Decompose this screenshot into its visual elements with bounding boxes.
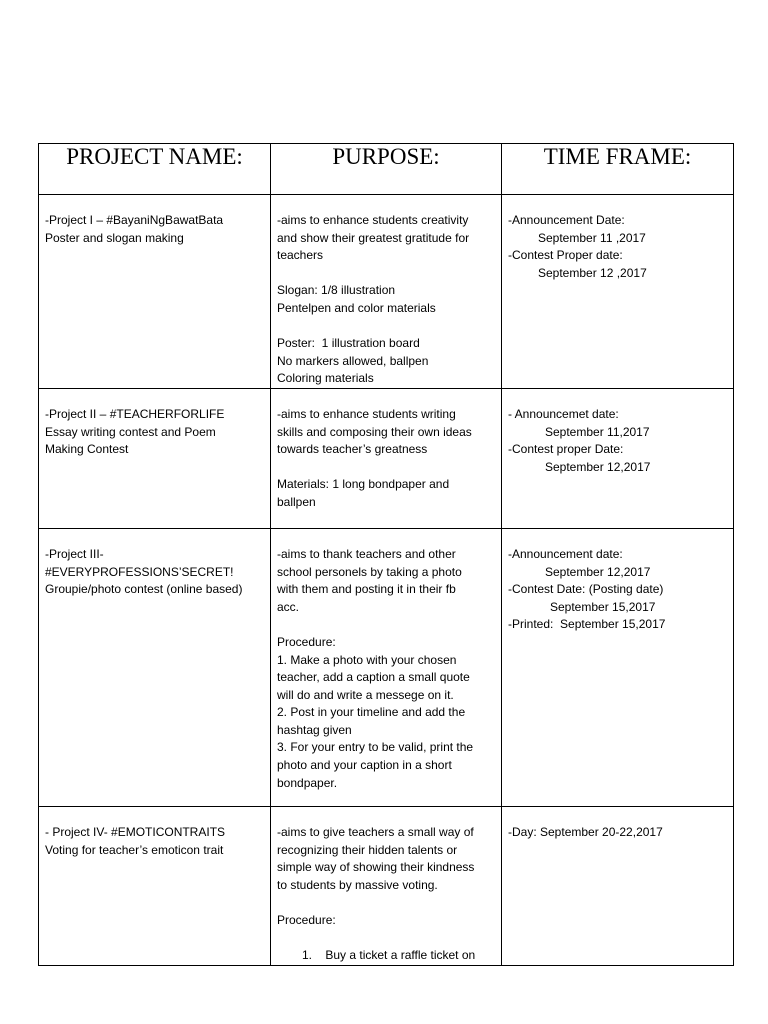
- header-purpose: PURPOSE:: [271, 144, 502, 195]
- table-row: [39, 528, 734, 806]
- purpose-line: teacher, add a caption a small quote: [277, 670, 470, 685]
- project-line: Poster and slogan making: [45, 230, 184, 245]
- time-line: - Announcemet date:: [508, 406, 619, 421]
- purpose-cell: [271, 806, 502, 965]
- purpose-line: acc.: [277, 599, 300, 614]
- purpose-line: Coloring materials: [277, 371, 374, 386]
- procedure-label: Procedure:: [277, 634, 336, 649]
- purpose-line: school personels by taking a photo: [277, 564, 462, 579]
- time-line: September 11,2017: [545, 424, 650, 439]
- time-line: September 12,2017: [545, 564, 651, 579]
- time-line: September 11 ,2017: [538, 230, 646, 245]
- time-cell: [502, 806, 734, 965]
- purpose-line: and show their greatest gratitude for: [277, 230, 470, 245]
- purpose-line: -aims to give teachers a small way of: [277, 824, 474, 839]
- purpose-line: hashtag given: [277, 722, 352, 737]
- purpose-line: photo and your caption in a short: [277, 758, 452, 773]
- project-cell: [39, 195, 271, 389]
- purpose-line: to students by massive voting.: [277, 877, 438, 892]
- purpose-line: 3. For your entry to be valid, print the: [277, 740, 474, 755]
- purpose-line: -aims to thank teachers and other: [277, 546, 456, 561]
- time-cell: [502, 528, 734, 806]
- purpose-line: ballpen: [277, 494, 316, 509]
- time-line: -Contest Date: (Posting date): [508, 582, 664, 597]
- project-cell: [39, 806, 271, 965]
- project-line: -Project III-: [45, 546, 104, 561]
- table-row: [39, 806, 734, 965]
- purpose-line: bondpaper.: [277, 775, 338, 790]
- project-line: - Project IV- #EMOTICONTRAITS: [45, 824, 226, 839]
- time-line: -Day: September 20-22,2017: [508, 824, 663, 839]
- purpose-line: Materials: 1 long bondpaper and: [277, 477, 450, 492]
- time-line: September 15,2017: [550, 599, 656, 614]
- project-line: -Project I – #BayaniNgBawatBata: [45, 213, 224, 227]
- time-line: September 12 ,2017: [538, 265, 647, 280]
- purpose-line: 1. Make a photo with your chosen: [277, 652, 457, 667]
- project-cell: [39, 528, 271, 806]
- purpose-line: Slogan: 1/8 illustration: [277, 283, 396, 298]
- project-line: -Project II – #TEACHERFORLIFE: [45, 406, 225, 421]
- project-line: #EVERYPROFESSIONS’SECRET!: [45, 564, 234, 579]
- purpose-line: simple way of showing their kindness: [277, 860, 475, 875]
- purpose-line: -aims to enhance students writing: [277, 406, 456, 421]
- purpose-line: teachers: [277, 248, 324, 263]
- time-line: -Printed: September 15,2017: [508, 617, 666, 632]
- time-line: September 12,2017: [545, 459, 651, 474]
- purpose-line: -aims to enhance students creativity: [277, 213, 469, 227]
- table-row: [39, 388, 734, 528]
- table-row: [39, 195, 734, 389]
- header-row: [39, 144, 734, 195]
- purpose-line: No markers allowed, ballpen: [277, 353, 429, 368]
- time-line: -Announcement date:: [508, 546, 623, 561]
- purpose-line: 2. Post in your timeline and add the: [277, 705, 466, 720]
- project-line: Groupie/photo contest (online based): [45, 582, 243, 597]
- header-time-frame: TIME FRAME:: [502, 144, 734, 195]
- purpose-line: with them and posting it in their fb: [277, 582, 456, 597]
- purpose-line: Poster: 1 illustration board: [277, 336, 420, 351]
- purpose-cell: [271, 528, 502, 806]
- header-project-name: PROJECT NAME:: [39, 144, 271, 195]
- time-line: -Contest proper Date:: [508, 442, 624, 457]
- time-cell: [502, 195, 734, 389]
- purpose-line: will do and write a messege on it.: [277, 687, 454, 702]
- project-table: [38, 143, 734, 966]
- purpose-cell: [271, 388, 502, 528]
- purpose-line: towards teacher’s greatness: [277, 442, 428, 457]
- purpose-cell: [271, 195, 502, 389]
- purpose-line: skills and composing their own ideas: [277, 424, 472, 439]
- procedure-step: 1. Buy a ticket a raffle ticket on: [302, 948, 476, 963]
- project-line: Voting for teacher’s emoticon trait: [45, 842, 224, 857]
- procedure-label: Procedure:: [277, 912, 336, 927]
- project-cell: [39, 388, 271, 528]
- project-line: Making Contest: [45, 442, 129, 457]
- time-line: -Contest Proper date:: [508, 248, 623, 263]
- project-line: Essay writing contest and Poem: [45, 424, 216, 439]
- time-line: -Announcement Date:: [508, 213, 625, 227]
- purpose-line: recognizing their hidden talents or: [277, 842, 458, 857]
- purpose-line: Pentelpen and color materials: [277, 300, 436, 315]
- time-cell: [502, 388, 734, 528]
